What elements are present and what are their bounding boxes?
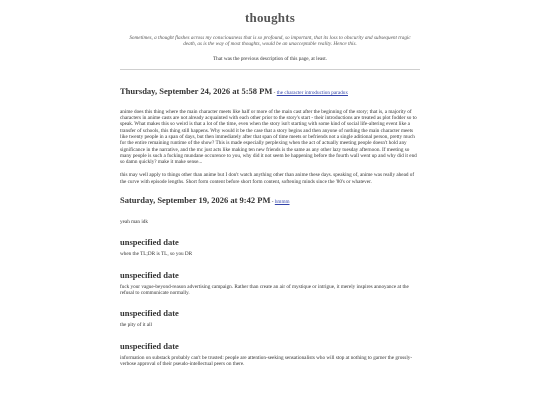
post-paragraph: the pity of it all bbox=[120, 322, 152, 329]
site-title: thoughts bbox=[244, 10, 295, 25]
post-heading: unspecified date bbox=[120, 269, 179, 280]
post-entry bbox=[120, 86, 420, 185]
post-paragraph: fuck your vague-beyond-reason advertising campaign. Rather than create an air of mystique or intrigue, it merely inspires annoyance at the refusal to communicate normally. bbox=[120, 283, 409, 296]
post-paragraph: when the TL;DR is TL, so you DR bbox=[120, 251, 193, 258]
post-paragraph: this may well apply to things other than anime but I don't watch anything other than anime these days. speaking of, anime was really ahead of the curve with episode lengths. Short form content before short form content, softening minds since the '80's or whatever. bbox=[120, 172, 415, 185]
post-date: Thursday, September 24, 2026 at 5:58 PM bbox=[120, 85, 273, 96]
post-title-link[interactable]: hmmm bbox=[274, 199, 290, 206]
post-entry bbox=[120, 341, 420, 368]
post-separator: - bbox=[270, 199, 275, 206]
post-heading bbox=[120, 195, 420, 207]
post-date: Saturday, September 19, 2026 at 9:42 PM bbox=[120, 195, 271, 206]
post-entry bbox=[120, 237, 420, 257]
post-entry bbox=[120, 195, 420, 225]
post-separator: - bbox=[272, 89, 277, 96]
post-entry bbox=[120, 270, 420, 297]
post-entry bbox=[120, 308, 420, 328]
post-heading: unspecified date bbox=[120, 340, 179, 351]
post-paragraph: yeah man idk bbox=[120, 219, 148, 226]
post-heading: unspecified date bbox=[120, 237, 179, 248]
post-heading bbox=[120, 86, 420, 98]
site-tagline: Sometimes, a thought flashes across my consciousness that is so profound, so important, that its loss to obscurity and subsequent tragic death, as is the way of most thoughts, would be an unacceptable reality. Hence this. bbox=[129, 35, 411, 48]
post-title-link[interactable]: the character introduction paradox bbox=[276, 89, 348, 96]
post-paragraph: information on substack probably can't be trusted: people are attention-seeking sensationalists who will stop at nothing to garner the grossly-verbose approval of their pseudo-intellectual peers on there. bbox=[120, 354, 413, 367]
previous-description-note: That was the previous description of this page, at least. bbox=[213, 55, 327, 62]
page bbox=[120, 0, 420, 367]
header-divider bbox=[120, 69, 420, 70]
post-paragraph: anime does this thing where the main character meets like half or more of the main cast after the beginning of the story; that is, a majority of characters in anime casts are not already acquainted with each other prior to the story's start - their introductions are treated as plot fodder so to speak. What makes this so weird is that a lot of the time, even when the story isn't starting with some kind of social life-altering event like a transfer of schools, this thing still happens. Why would it be the case that a story begins and then anyone of nothing the main character meets like twenty people in a span of days, but then immediately after that span of time meets or befriends not a single aditional person, pretty much for the entire remaining runtime of the show? This is made especially perplexing when the act of actually meeting people doesn't hold any significance in the narrative, and the mc just acts like making ten new friends is the same as any other lazy tuesday afternoon. If meeting so many people is such a fucking mundane occurence to you, why did it not seem be happening before the fourth wall went up and why did it end so damn quickly? make it make sense... bbox=[120, 108, 417, 166]
post-heading: unspecified date bbox=[120, 308, 179, 319]
